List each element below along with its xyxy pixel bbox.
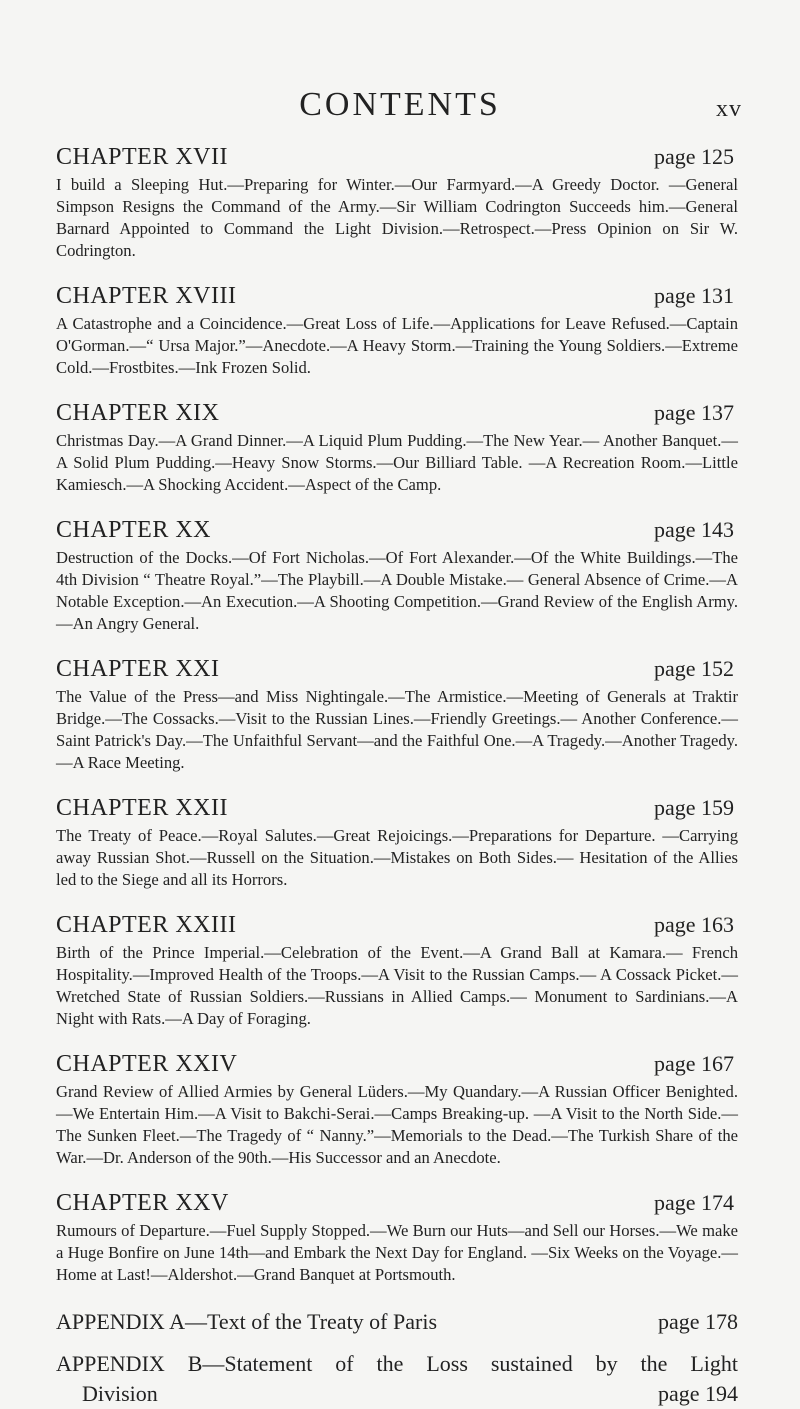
appendix-page: page 178 — [657, 1309, 738, 1334]
chapter-title: CHAPTER XXV — [56, 1190, 229, 1216]
appendix-entry — [56, 1349, 738, 1409]
chapter-title: CHAPTER XVIII — [56, 283, 237, 309]
chapter-page: page 125 — [653, 144, 734, 169]
page-number: xv — [716, 96, 742, 122]
chapter-entry — [56, 656, 738, 774]
chapter-entry — [56, 1051, 738, 1169]
chapter-page: page 174 — [653, 1190, 734, 1215]
appendix-entry — [56, 1307, 738, 1337]
chapter-entry — [56, 283, 738, 379]
chapter-entry — [56, 517, 738, 635]
chapter-title: CHAPTER XIX — [56, 400, 220, 426]
appendix-title-continued: Division — [82, 1381, 158, 1406]
chapter-description: Rumours of Departure.—Fuel Supply Stopped.—We Burn our Huts—and Sell our Horses.—We make a Huge Bonfire on June 14th—and Embark the Next Day for England. —Six Weeks on the Voyage.—Home at Last!—Aldershot.—Grand Banquet at Portsmouth. — [56, 1221, 738, 1284]
chapter-page: page 159 — [653, 795, 734, 820]
chapter-title: CHAPTER XXIV — [56, 1051, 238, 1077]
chapter-entry — [56, 144, 738, 262]
chapter-description: I build a Sleeping Hut.—Preparing for Winter.—Our Farmyard.—A Greedy Doctor. —General Simpson Resigns the Command of the Army.—Sir William Codrington Succeeds him.—General Barnard Appointed to Command the Light Division.—Retrospect.—Press Opinion on Sir W. Codrington. — [56, 175, 738, 260]
contents-list — [56, 144, 738, 1409]
chapter-description: Grand Review of Allied Armies by General Lüders.—My Quandary.—A Russian Officer Benighted.—We Entertain Him.—A Visit to Bakchi-Serai.—Camps Breaking-up. —A Visit to the North Side.—The Sunken Fleet.—The Tragedy of “ Nanny.”—Memorials to the Dead.—The Turkish Share of the War.—Dr. Anderson of the 90th.—His Successor and an Anecdote. — [56, 1082, 738, 1167]
chapter-page: page 167 — [653, 1051, 734, 1076]
running-head — [0, 86, 800, 126]
chapter-title: CHAPTER XVII — [56, 144, 228, 170]
chapter-entry — [56, 1190, 738, 1286]
chapter-description: Christmas Day.—A Grand Dinner.—A Liquid Plum Pudding.—The New Year.— Another Banquet.—A Solid Plum Pudding.—Heavy Snow Storms.—Our Billiard Table. —A Recreation Room.—Little Kamiesch.—A Shocking Accident.—Aspect of the Camp. — [56, 431, 738, 494]
chapter-description: The Treaty of Peace.—Royal Salutes.—Great Rejoicings.—Preparations for Departure. —Carrying away Russian Shot.—Russell on the Situation.—Mistakes on Both Sides.— Hesitation of the Allies led to the Siege and all its Horrors. — [56, 826, 738, 889]
chapter-entry — [56, 400, 738, 496]
chapter-title: CHAPTER XXIII — [56, 912, 237, 938]
chapter-title: CHAPTER XXII — [56, 795, 228, 821]
appendix-page: page 194 — [657, 1381, 738, 1406]
chapter-description: A Catastrophe and a Coincidence.—Great Loss of Life.—Applications for Leave Refused.—Captain O'Gorman.—“ Ursa Major.”—Anecdote.—A Heavy Storm.—Training the Young Soldiers.—Extreme Cold.—Frostbites.—Ink Frozen Solid. — [56, 314, 738, 377]
chapter-page: page 137 — [653, 400, 734, 425]
chapter-entry — [56, 912, 738, 1030]
chapter-title: CHAPTER XX — [56, 517, 212, 543]
appendix-title: APPENDIX A—Text of the Treaty of Paris — [56, 1309, 438, 1334]
appendix-title: APPENDIX B—Statement of the Loss sustained by the Light — [56, 1351, 738, 1376]
chapter-description: Birth of the Prince Imperial.—Celebration of the Event.—A Grand Ball at Kamara.— French Hospitality.—Improved Health of the Troops.—A Visit to the Russian Camps.— A Cossack Picket.—Wretched State of Russian Soldiers.—Russians in Allied Camps.— Monument to Sardinians.—A Night with Rats.—A Day of Foraging. — [56, 943, 738, 1028]
chapter-page: page 152 — [653, 656, 734, 681]
chapter-description: Destruction of the Docks.—Of Fort Nicholas.—Of Fort Alexander.—Of the White Buildings.—The 4th Division “ Theatre Royal.”—The Playbill.—A Double Mistake.— General Absence of Crime.—A Notable Exception.—An Execution.—A Shooting Competition.—Grand Review of the English Army.—An Angry General. — [56, 548, 738, 633]
chapter-page: page 131 — [653, 283, 734, 308]
chapter-page: page 143 — [653, 517, 734, 542]
chapter-entry — [56, 795, 738, 891]
chapter-description: The Value of the Press—and Miss Nightingale.—The Armistice.—Meeting of Generals at Traktir Bridge.—The Cossacks.—Visit to the Russian Lines.—Friendly Greetings.— Another Conference.—Saint Patrick's Day.—The Unfaithful Servant—and the Faithful One.—A Tragedy.—Another Tragedy.—A Race Meeting. — [56, 687, 738, 772]
chapter-title: CHAPTER XXI — [56, 656, 220, 682]
page-title: CONTENTS — [299, 86, 501, 123]
chapter-page: page 163 — [653, 912, 734, 937]
